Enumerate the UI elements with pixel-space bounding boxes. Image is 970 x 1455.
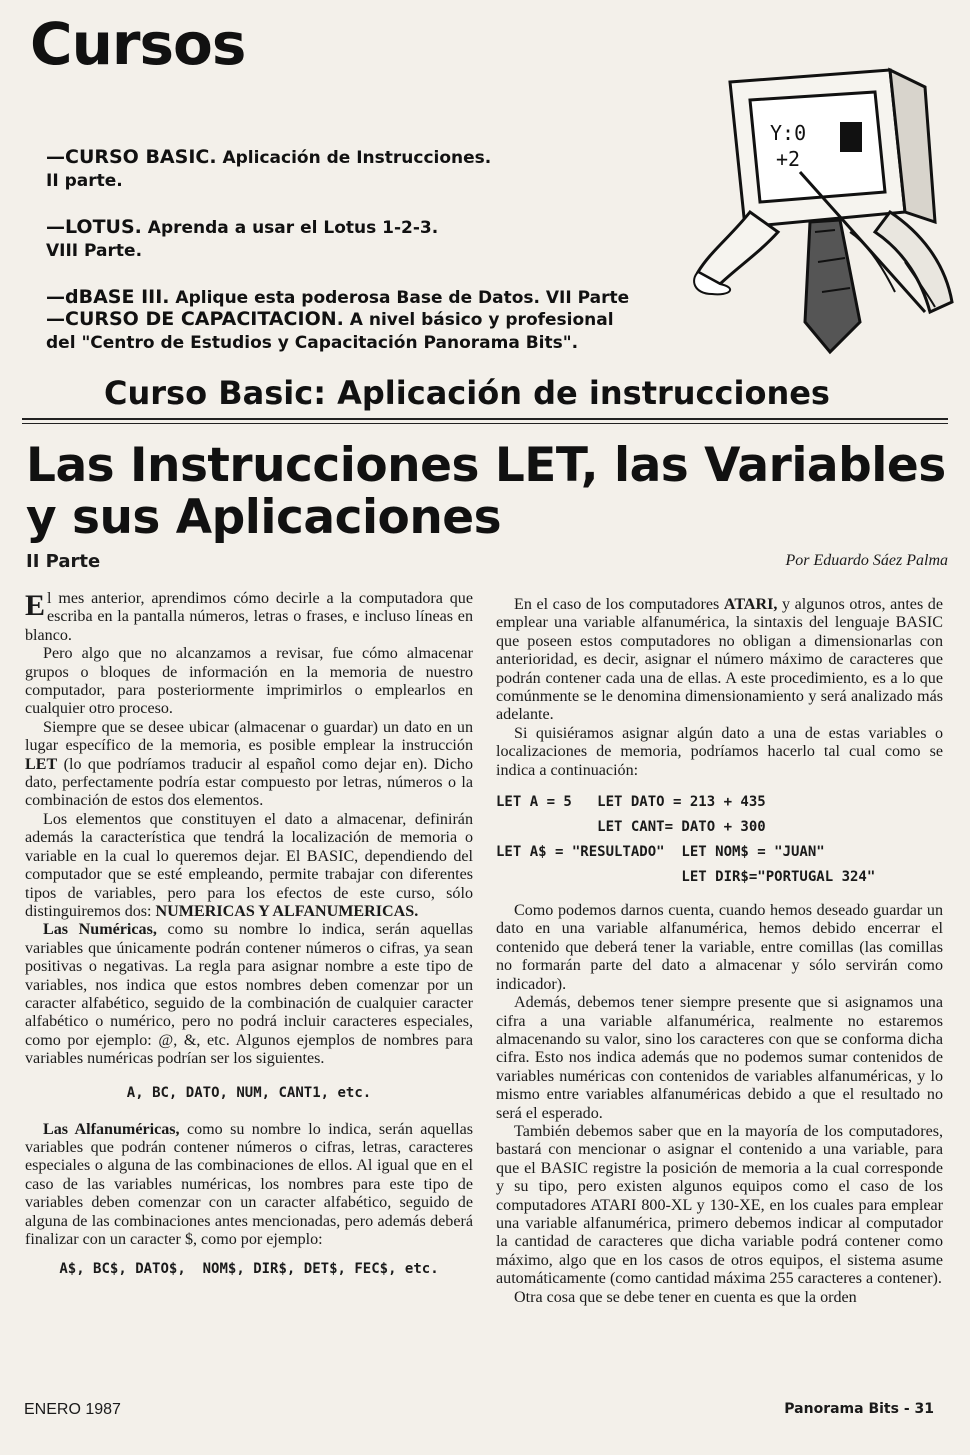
toc-item-dbase: —dBASE III. Aplique esta poderosa Base de Datos. VII Parte xyxy=(46,286,630,308)
series-title: Curso Basic: Aplicación de instrucciones xyxy=(104,374,830,412)
divider-rule xyxy=(22,418,948,420)
article-headline: Las Instrucciones LET, las Variables y sus Aplicaciones xyxy=(26,438,946,545)
part-label: II Parte xyxy=(26,551,101,572)
toc-item-basic: —CURSO BASIC. Aplicación de Instrucciones. II parte. xyxy=(46,146,492,191)
byline: Por Eduardo Sáez Palma xyxy=(785,552,948,569)
toc-item-capacitacion: —CURSO DE CAPACITACION. A nivel básico y profesional del "Centro de Estudios y Capacitación Panorama Bits". xyxy=(46,308,614,353)
paragraph: El mes anterior, aprendimos cómo decirle a la computadora que escriba en la pantalla números, letras o frases, e incluso líneas en blanco. xyxy=(25,589,473,644)
paragraph: Además, debemos tener siempre presente que si asignamos una cifra a una variable alfanumérica, realmente no estaremos almacenando su valor, sino los caracteres con que se conforma dicha cifra. Esto nos indica además que no podemos sumar contenidos de variables numéricas con contenidos de variables alfanuméricas, y lo mismo entre variables alfanuméricas debido a que el resultado no será el esperado. xyxy=(496,994,943,1122)
footer-date: ENERO 1987 xyxy=(24,1401,121,1418)
drop-cap: E xyxy=(25,589,46,622)
screen-text-bottom: +2 xyxy=(776,147,801,171)
code-example-let: LET A = 5 LET DATO = 213 + 435 LET CANT= DATO + 300 LET A$ = "RESULTADO" LET NOM$ = "JUAN" LET DIR$="PORTUGAL 324" xyxy=(496,794,876,886)
paragraph: Pero algo que no alcanzamos a revisar, fue cómo almacenar grupos o bloques de información en la memoria de nuestro computador, para posteriormente imprimirlos o emplearlos en cualquier otro proceso. xyxy=(25,645,473,718)
paragraph: En el caso de los computadores ATARI, y algunos otros, antes de emplear una variable alfanumérica, la sintaxis del lenguaje BASIC que poseen estos computadores no obligan a dimensionarlas con anterioridad, es decir, asignar el número máximo de caracteres que podrán contener cada una de ellas. A este procedimiento, es a lo que comúnmente se le denomina dimensionamiento y será analizado más adelante. xyxy=(496,596,943,724)
paragraph: También debemos saber que en la mayoría de los computadores, bastará con mencionar o asignar el contenido a una variable, para que el BASIC registre la posición de memoria a la cual corresponde y su tipo, pero existen algunos equipos como el caso de los computadores ATARI 800-XL y 130-XE, en los cuales para emplear una variable alfanumérica, primero debemos indicar al computador la cantidad de caracteres que dicha variable podrá contener como máximo, algo que en los casos de otros equipos, el sistema asume automáticamente (como cantidad máxima 255 caracteres a contener). xyxy=(496,1122,943,1288)
footer-page-number: Panorama Bits - 31 xyxy=(784,1401,934,1417)
toc-item-lotus: —LOTUS. Aprenda a usar el Lotus 1-2-3. VIII Parte. xyxy=(46,216,439,261)
paragraph: Las Alfanuméricas, como su nombre lo indica, serán aquellas variables que podrán contener números o cifras, letras, caracteres especiales o alguna de las combinaciones de ellos. Al igual que en el caso de las variables numéricas, los nombres para este tipo de variables deben comenzar con un caracter alfabético, seguido de alguna de las combinaciones antes mencionadas, pero además deberá finalizar con un caracter $, como por ejemplo: xyxy=(25,1120,473,1248)
paragraph: Siempre que se desee ubicar (almacenar o guardar) un dato en un lugar específico de la memoria, es posible emplear la instrucción LET (lo que podríamos traducir al español como dejar en). Dicho dato, perfectamente podría estar compuesto por letras, números o la combinación de estos dos elementos. xyxy=(25,718,473,810)
paragraph: Si quisiéramos asignar algún dato a una de estas variables o localizaciones de memoria, podríamos hacerlo tal cual como se indica a continuación: xyxy=(496,724,943,779)
code-example-numeric: A, BC, DATO, NUM, CANT1, etc. xyxy=(126,1084,372,1101)
section-title: Cursos xyxy=(30,10,246,78)
screen-text-top: Y:0 xyxy=(770,121,807,145)
left-column xyxy=(25,590,473,1279)
code-example-alphanumeric: A$, BC$, DATO$, NOM$, DIR$, DET$, FEC$, etc. xyxy=(59,1261,439,1278)
paragraph: Otra cosa que se debe tener en cuenta es que la orden xyxy=(514,1288,857,1306)
paragraph: Como podemos darnos cuenta, cuando hemos deseado guardar un dato en una variable alfanumérica, hemos debido encerrar el contenido que deberá tener la variable, entre comillas (las comillas no formarán parte del dato a almacenar y sólo servirán como indicador). xyxy=(496,902,943,993)
paragraph: Las Numéricas, como su nombre lo indica, serán aquellas variables que únicamente podrán contener números o cifras, ya sean positivas o negativas. La regla para asignar nombre a este tipo de variables, nos indica que estos nombres deben comenzar por un caracter alfabético, seguido de la combinación de cualquier caracter alfabético o numérico, pero no podrá incluir caracteres especiales, como por ejemplo: @, &, etc. Algunos ejemplos de nombres para variables numéricas podrían ser los siguientes. xyxy=(25,921,474,1068)
divider-rule-thin xyxy=(22,423,948,424)
right-column xyxy=(496,596,943,1307)
computer-character-illustration xyxy=(690,62,960,362)
paragraph: Los elementos que constituyen el dato a almacenar, definirán además la característica que tendrá la localización de memoria o variable en la cual lo queremos dejar. El BASIC, dependiendo del computador que se esté empleando, permite trabajar con diferentes tipos de variables, pero para los efectos de este curso, sólo distinguiremos dos: NUMERICAS Y ALFANUMERICAS. xyxy=(25,810,473,920)
